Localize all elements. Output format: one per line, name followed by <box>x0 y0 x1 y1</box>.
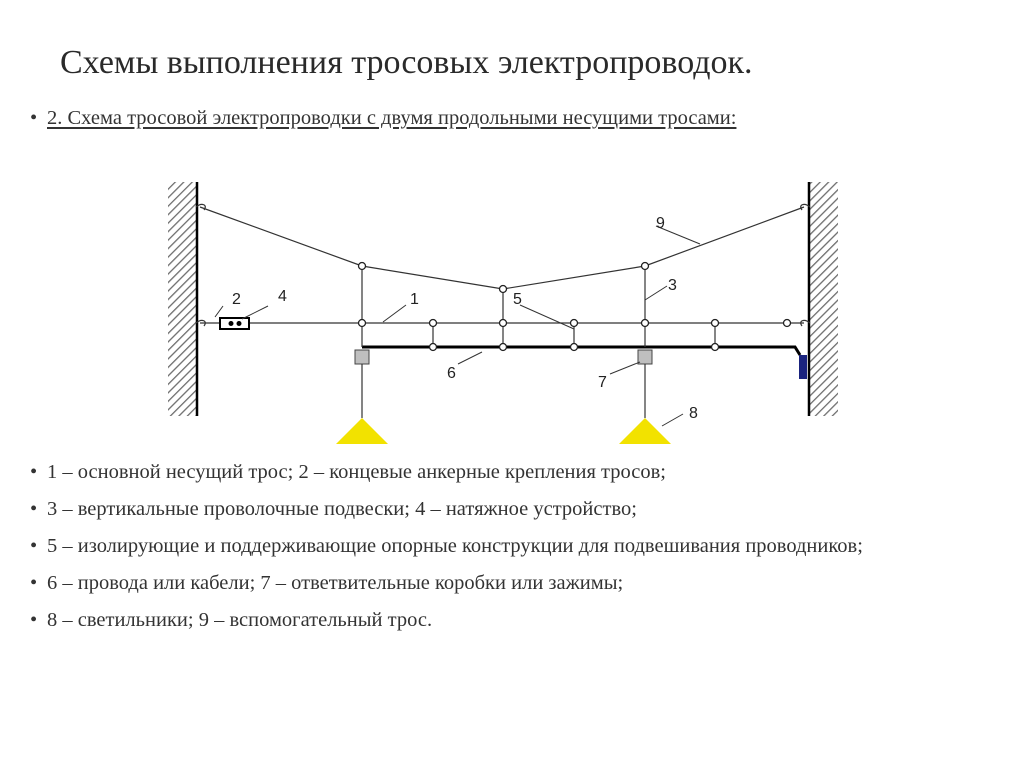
left-wall-hatch <box>168 182 196 416</box>
bullet-dot: • <box>30 572 38 594</box>
lamp <box>619 418 671 444</box>
subtitle-text: 2. Схема тросовой электропроводки с двумя продольными несущими тросами: <box>47 107 737 129</box>
label-3: 3 <box>668 277 677 294</box>
right-wall-hatch <box>810 182 838 416</box>
label-6: 6 <box>447 365 456 382</box>
bullet-dot: • <box>30 535 38 557</box>
tensioner-pin <box>237 321 242 326</box>
legend-item <box>30 534 930 559</box>
wire-cable <box>362 347 800 355</box>
label-9: 9 <box>656 215 665 232</box>
legend-text: 6 – провода или кабели; 7 – ответвительные коробки или зажимы; <box>47 572 624 594</box>
legend-item <box>30 571 930 596</box>
legend-item <box>30 460 930 485</box>
auxiliary-cable <box>200 207 804 289</box>
bullet-dot: • <box>30 107 38 129</box>
label-1: 1 <box>410 291 419 308</box>
junction-box <box>638 350 652 364</box>
label-4: 4 <box>278 288 287 305</box>
legend-text: 3 – вертикальные проволочные подвески; 4 – натяжное устройство; <box>47 498 637 520</box>
lamp <box>336 418 388 444</box>
bullet-dot: • <box>30 498 38 520</box>
label-5: 5 <box>513 291 522 308</box>
bullet-dot: • <box>30 461 38 483</box>
legend-text: 5 – изолирующие и поддерживающие опорные конструкции для подвешивания проводников; <box>47 535 863 557</box>
wire-end-block <box>799 355 807 379</box>
legend-list <box>30 460 930 645</box>
legend-text: 8 – светильники; 9 – вспомогательный трос. <box>47 609 433 631</box>
tensioner-pin <box>229 321 234 326</box>
tensioner <box>220 318 249 329</box>
label-7: 7 <box>598 374 607 391</box>
label-8: 8 <box>689 405 698 422</box>
bullet-dot: • <box>30 609 38 631</box>
junction-box <box>355 350 369 364</box>
slide-title: Схемы выполнения тросовых электропроводок. <box>60 44 753 81</box>
legend-item <box>30 608 930 633</box>
legend-item <box>30 497 930 522</box>
label-2: 2 <box>232 291 241 308</box>
legend-text: 1 – основной несущий трос; 2 – концевые анкерные крепления тросов; <box>47 461 666 483</box>
